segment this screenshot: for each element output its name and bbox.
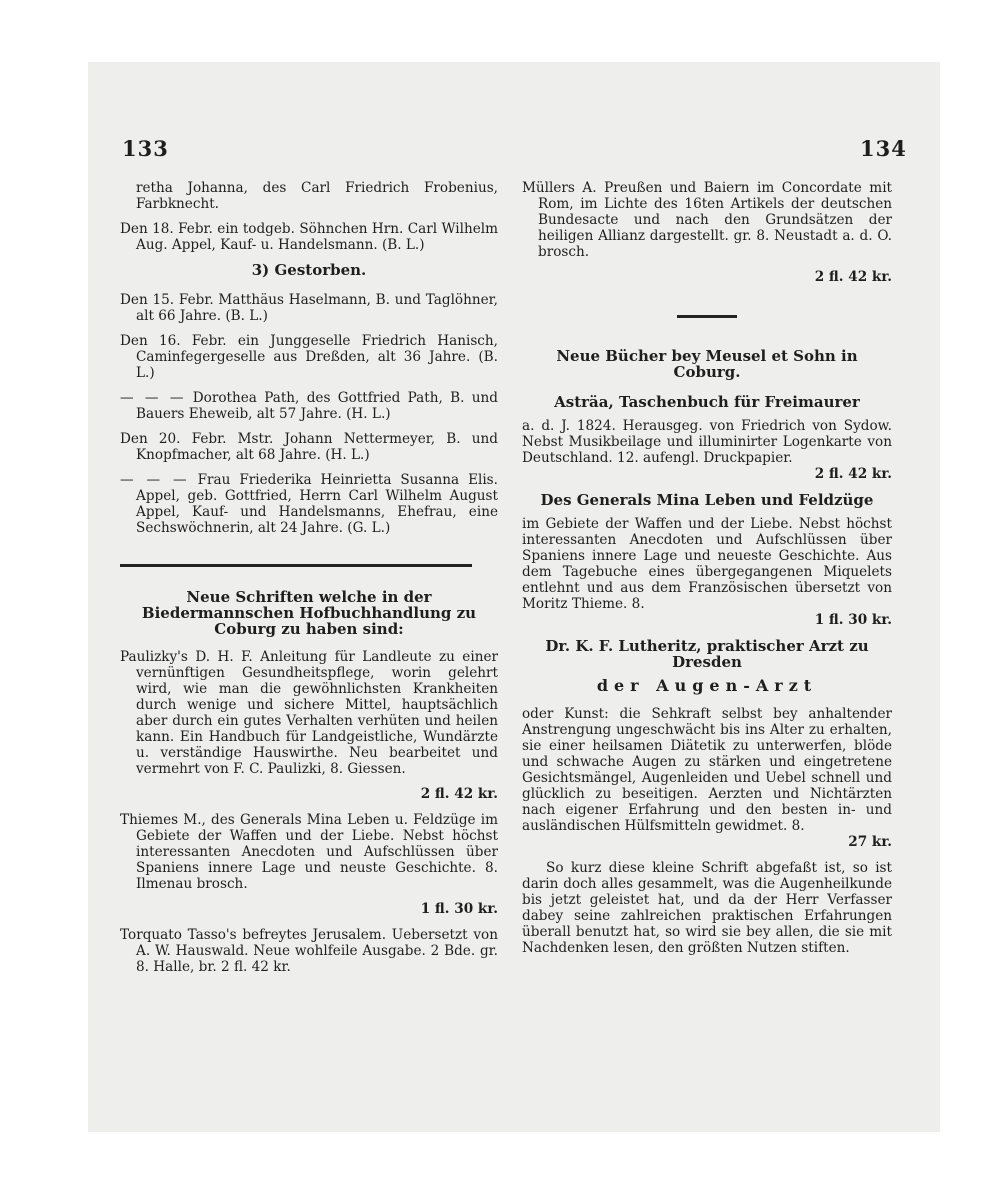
book-price: 2 fl. 42 kr.: [814, 269, 892, 285]
death-entry-text: Dorothea Path, des Gottfried Path, B. und Bauers Eheweib, alt 57 Jahre. (H. L.): [136, 390, 498, 422]
death-entry-text: Frau Friederika Heinrietta Susanna Elis. Appel, geb. Gottfried, Herrn Carl Wilhelm August Appel, Kauf- und Handelsmanns, Ehefrau, eine Sechswöchnerin, alt 24 Jahre. (G. L.): [136, 472, 498, 536]
closing-paragraph: So kurz diese kleine Schrift abgefaßt ist, so ist darin doch alles gesammelt, was die Augenheilkunde bis jetzt geleistet hat, und da der Herr Verfasser dabey seine zahlreichen praktischen Erfahrungen überall benutzt hat, so wird sie bey allen, die sie mit Nachdenken lesen, den größten Nutzen stiften.: [522, 860, 892, 956]
death-entry: [120, 472, 498, 536]
right-page-number: 134: [860, 136, 907, 161]
augenarzt-title: der Augen-Arzt: [596, 676, 818, 695]
dash-mark: — — —: [120, 390, 186, 406]
book-price: 27 kr.: [848, 834, 892, 850]
book-price: 2 fl. 42 kr.: [814, 466, 892, 482]
book-entry: Müllers A. Preußen und Baiern im Concordate mit Rom, im Lichte des 16ten Artikels der deutschen Bundesacte und nach den Grundsätzen der heiligen Allianz dargestellt. gr. 8. Neustadt a. d. O. brosch.: [522, 180, 892, 260]
book-price: 1 fl. 30 kr.: [420, 901, 498, 917]
book-price: 1 fl. 30 kr.: [814, 612, 892, 628]
deaths-heading: 3) Gestorben.: [251, 261, 367, 279]
new-writings-heading: Neue Schriften welche in der Biedermannschen Hofbuchhandlung zu Coburg zu haben sind:: [141, 588, 477, 638]
meusel-heading: Neue Bücher bey Meusel et Sohn in Coburg.: [556, 347, 858, 381]
lutheritz-heading: Dr. K. F. Lutheritz, praktischer Arzt zu Dresden: [545, 637, 869, 671]
right-column: [522, 180, 892, 956]
book-entry: Torquato Tasso's befreytes Jerusalem. Uebersetzt von A. W. Hauswald. Neue wohlfeile Ausgabe. 2 Bde. gr. 8. Halle, br. 2 fl. 42 kr.: [120, 927, 498, 975]
mina-description: im Gebiete der Waffen und der Liebe. Nebst höchst interessanten Anecdoten und Aufschlüssen über Spaniens innere Lage und neueste Geschichte. Aus dem Tagebuche eines übergegangenen Miquelets entlehnt und aus dem Französischen übersetzt von Moritz Thieme. 8.: [522, 516, 892, 612]
astraea-description: a. d. J. 1824. Herausgeg. von Friedrich von Sydow. Nebst Musikbeilage und illuminirter Logenkarte von Deutschland. 12. aufengl. Druckpapier.: [522, 418, 892, 466]
left-column: [120, 180, 498, 984]
death-entry: Den 16. Febr. ein Junggeselle Friedrich Hanisch, Caminfegergeselle aus Dreßden, alt 36 Jahre. (B. L.): [120, 333, 498, 381]
dash-mark: — — —: [120, 472, 189, 488]
section-divider: [120, 564, 472, 567]
astraea-title: Asträa, Taschenbuch für Freimaurer: [554, 393, 860, 411]
birth-entry: Den 18. Febr. ein todgeb. Söhnchen Hrn. Carl Wilhelm Aug. Appel, Kauf- u. Handelsmann. (B. L.): [120, 221, 498, 253]
death-entry: Den 15. Febr. Matthäus Haselmann, B. und Taglöhner, alt 66 Jahre. (B. L.): [120, 292, 498, 324]
book-entry: Paulizky's D. H. F. Anleitung für Landleute zu einer vernünftigen Gesundheitspflege, worin gelehrt wird, wie man die gewöhnlichsten Krankheiten durch wenige und sichere Mittel, hauptsächlich aber durch ein gutes Verhalten verhüten und heilen kann. Ein Handbuch für Landgeistliche, Wundärzte u. verständige Hauswirthe. Neu bearbeitet und vermehrt von F. C. Paulizki, 8. Giessen.: [120, 649, 498, 777]
left-page-number: 133: [122, 136, 169, 161]
death-entry: [120, 390, 498, 422]
birth-continuation: retha Johanna, des Carl Friedrich Frobenius, Farbknecht.: [136, 180, 498, 212]
mina-title: Des Generals Mina Leben und Feldzüge: [540, 491, 874, 509]
death-entry: Den 20. Febr. Mstr. Johann Nettermeyer, B. und Knopfmacher, alt 68 Jahre. (H. L.): [120, 431, 498, 463]
augenarzt-description: oder Kunst: die Sehkraft selbst bey anhaltender Anstrengung ungeschwächt bis ins Alter zu erhalten, sie einer heilsamen Diätetik zu unterwerfen, blöde und schwache Augen zu stärken und eingetretene Gesichtsmängel, Augenleiden und Uebel schnell und glücklich zu beseitigen. Aerzten und Nichtärzten nach eigener Erfahrung und den besten in- und ausländischen Hülfsmitteln gewidmet. 8.: [522, 706, 892, 834]
book-price: 2 fl. 42 kr.: [420, 786, 498, 802]
section-divider: [677, 315, 737, 318]
book-entry: Thiemes M., des Generals Mina Leben u. Feldzüge im Gebiete der Waffen und der Liebe. Nebst höchst interessanten Anecdoten und Aufschlüssen über Spaniens innere Lage und neuste Geschichte. 8. Ilmenau brosch.: [120, 812, 498, 892]
